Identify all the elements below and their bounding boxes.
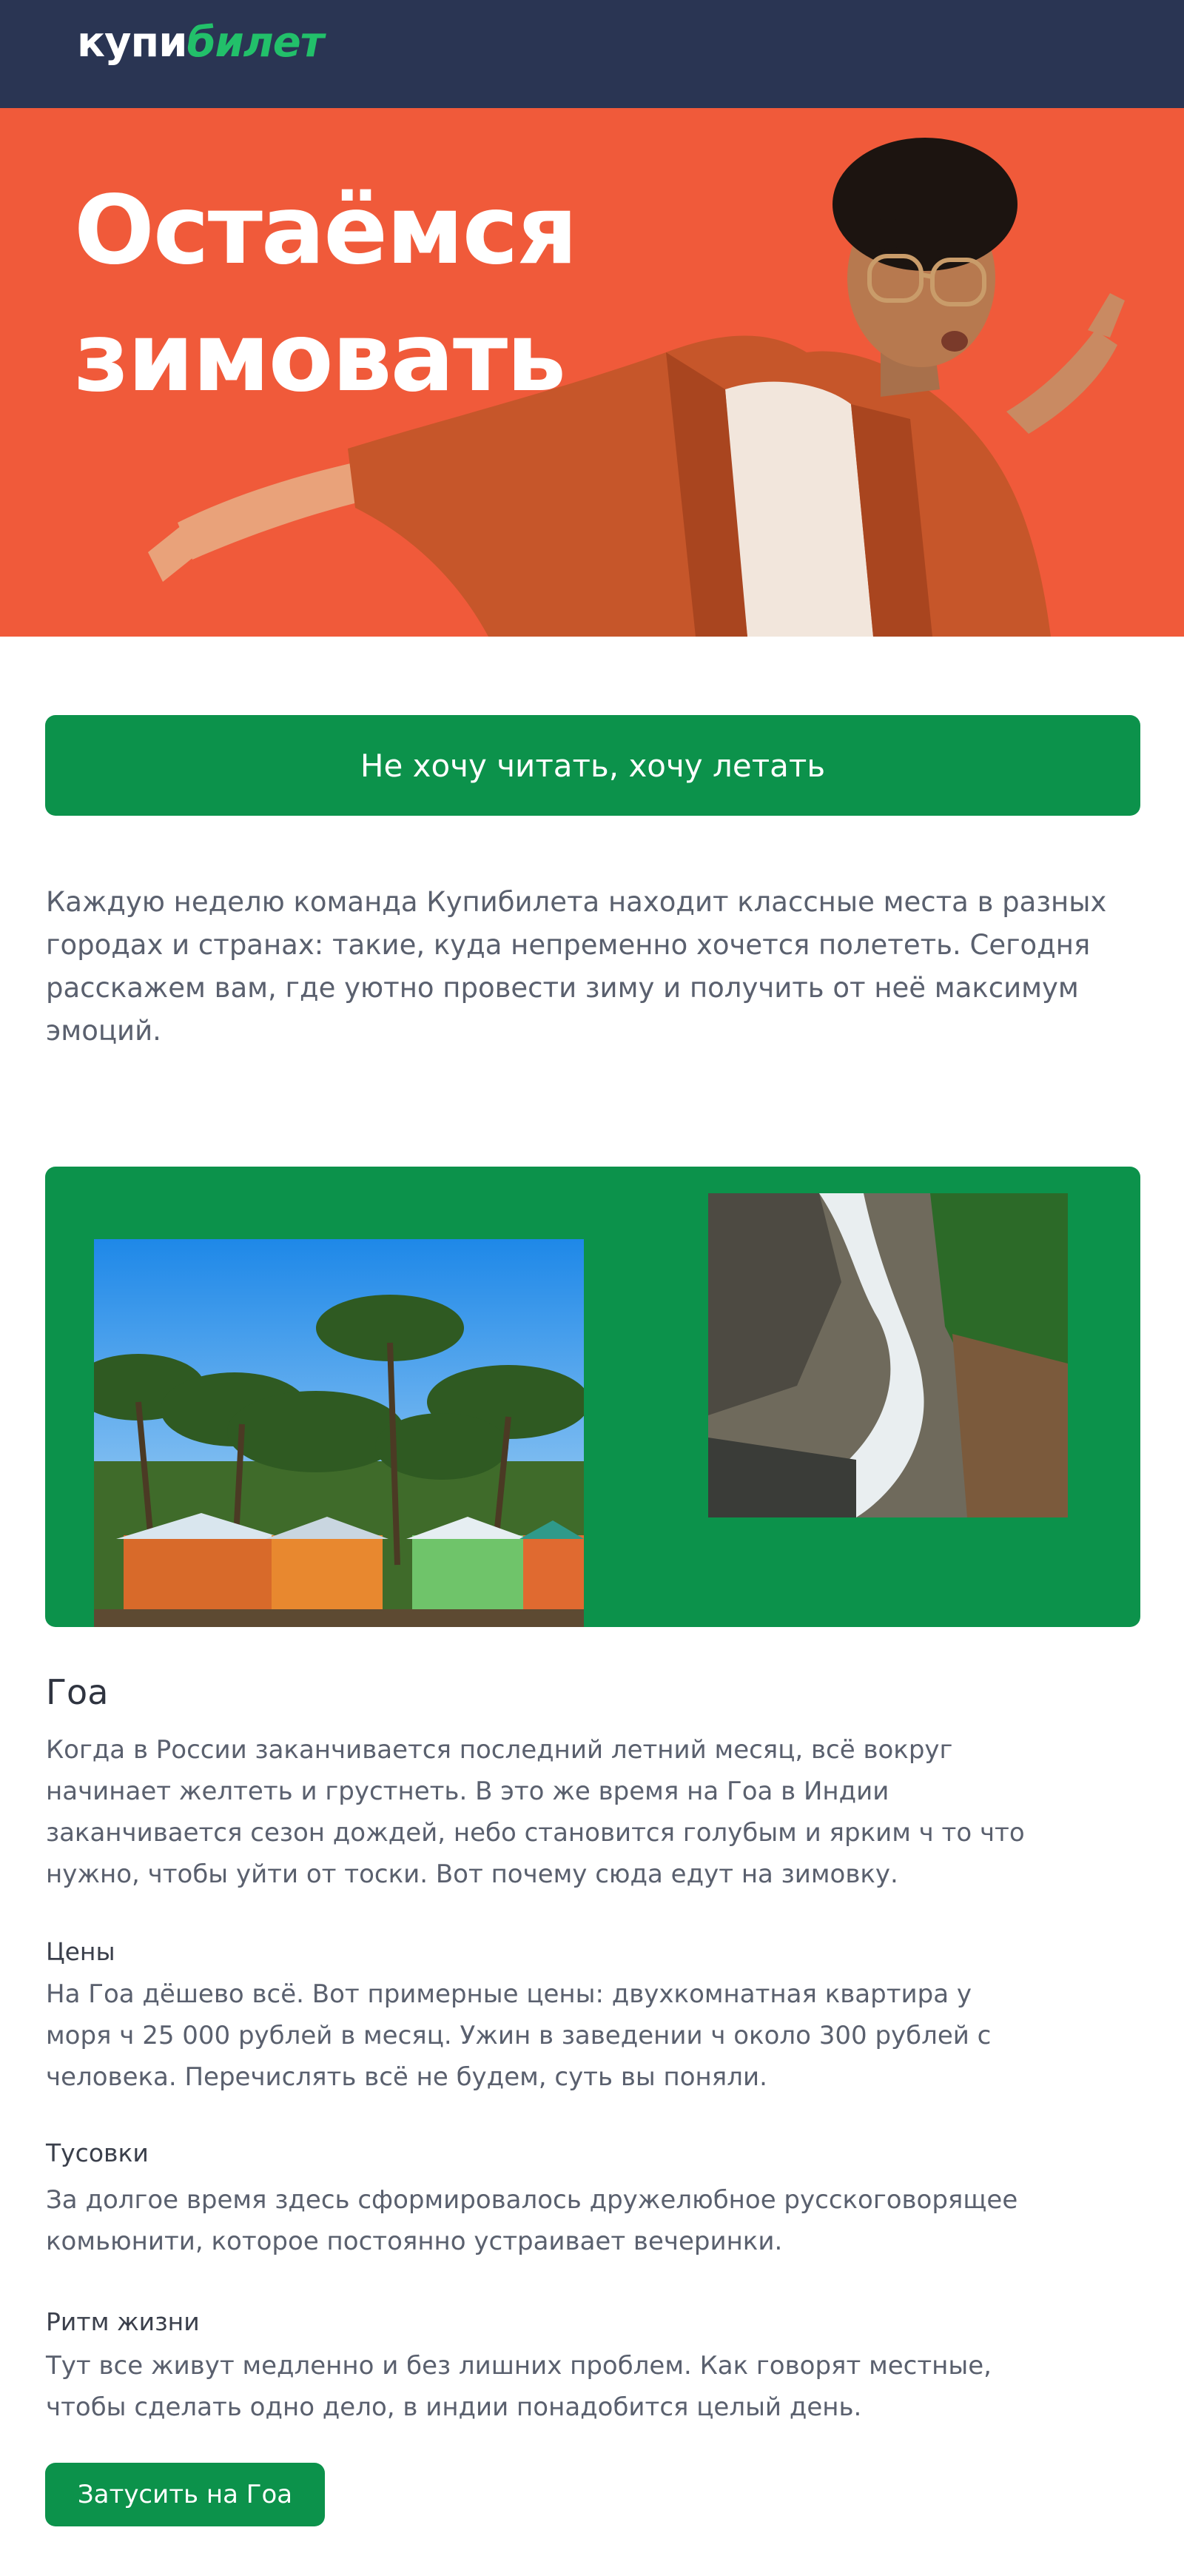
- party-in-goa-button[interactable]: Затусить на Гоа: [45, 2463, 325, 2526]
- destination-title: Гоа: [46, 1672, 109, 1712]
- prices-text: На Гоа дёшево всё. Вот примерные цены: двухкомнатная квартира у моря ч 25 000 рублей в месяц. Ужин в заведении ч около 300 рублей с человека. Перечислять всё не будем, суть вы поняли.: [46, 1979, 992, 2092]
- hero-title-line1: Остаёмся: [74, 175, 576, 286]
- rhythm-heading: Ритм жизни: [46, 2307, 200, 2336]
- hero-title: [74, 167, 576, 422]
- parties-heading: Тусовки: [46, 2139, 149, 2167]
- kupibilet-logo[interactable]: [77, 16, 323, 70]
- intro-text: Каждую неделю команда Купибилета находит классные места в разных городах и странах: такие, куда непременно хочется полететь. Сегодня расскажем вам, где уютно провести зиму и получить от неё максимум эмоций.: [46, 886, 1107, 1047]
- prices-heading: Цены: [46, 1937, 115, 1966]
- hero-banner: [0, 108, 1184, 637]
- palm-beach-photo: [94, 1239, 584, 1627]
- logo-text-part1: купи: [77, 19, 187, 67]
- rhythm-text: Тут все живут медленно и без лишних проблем. Как говорят местные, чтобы сделать одно дело, в индии понадобится целый день.: [46, 2351, 992, 2422]
- destination-description: Когда в России заканчивается последний летний месяц, всё вокруг начинает желтеть и грустнеть. В это же время на Гоа в Индии заканчивается сезон дождей, небо становится голубым и ярким ч то что нужно, чтобы уйти от тоски. Вот почему сюда едут на зимовку.: [46, 1735, 1025, 1889]
- waterfall-photo: [708, 1193, 1068, 1517]
- hero-title-line2: зимовать: [74, 303, 565, 413]
- parties-text: За долгое время здесь сформировалось дружелюбное русскоговорящее комьюнити, которое постоянно устраивает вечеринки.: [46, 2185, 1018, 2256]
- destination-photos-block: [45, 1167, 1140, 1627]
- fly-now-button[interactable]: Не хочу читать, хочу летать: [45, 715, 1140, 816]
- header-bar: [0, 0, 1184, 108]
- logo-text-part2: билет: [186, 19, 324, 67]
